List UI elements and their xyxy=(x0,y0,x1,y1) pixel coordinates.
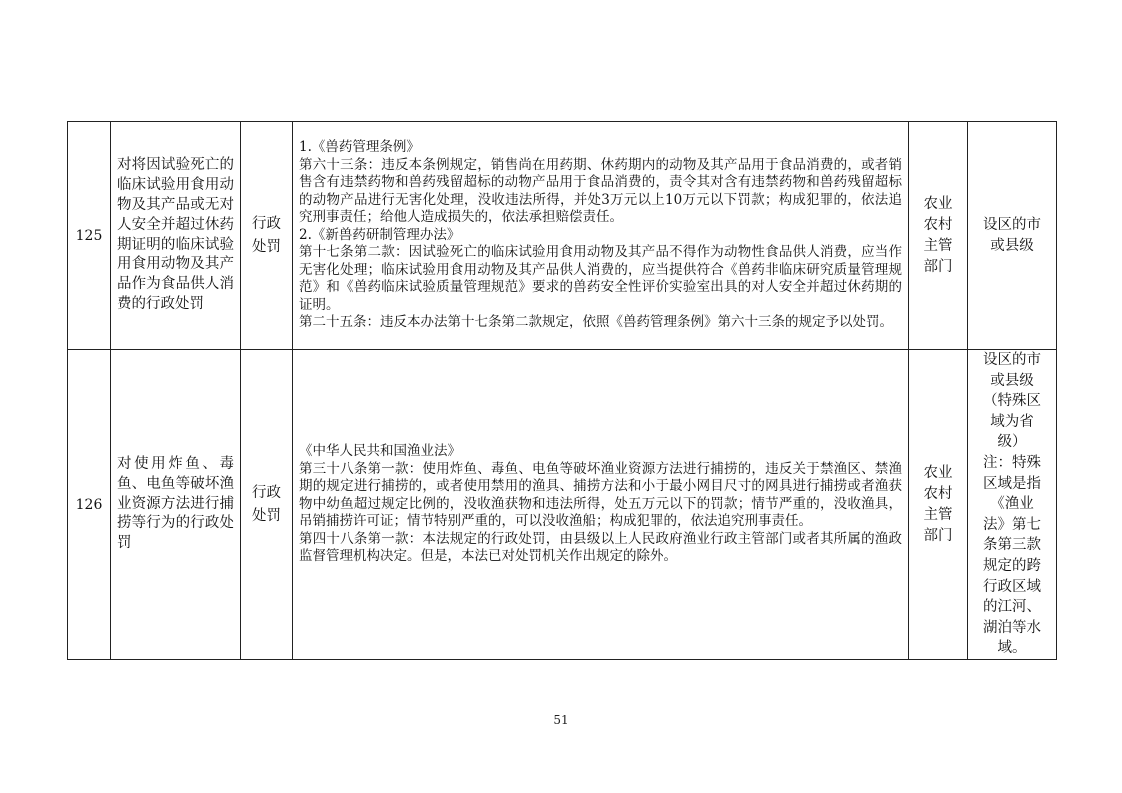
dept-line: 农业 xyxy=(923,464,953,481)
responsible-department xyxy=(909,122,968,350)
dept-line: 主管 xyxy=(923,506,953,523)
dept-line: 部门 xyxy=(923,258,953,275)
jurisdiction-level xyxy=(968,350,1057,660)
item-name: 对将因试验死亡的临床试验用食用动物及其产品或无对人安全并超过休药期证明的临床试验用食用动物及其产品作为食品供人消费的行政处罚 xyxy=(111,122,241,350)
level-line: 《渔业 xyxy=(990,496,1034,513)
item-type xyxy=(241,122,293,350)
basis-paragraph: 第六十三条：违反本条例规定，销售尚在用药期、休药期内的动物及其产品用于食品消费的，或者销售含有违禁药物和兽药残留超标的动物产品用于食品消费的，责令其对含有违禁药物和兽药残留超标的动物产品进行无害化处理，没收违法所得，并处3万元以上10万元以下罚款；构成犯罪的，依法追究刑事责任；给他人造成损失的，依法承担赔偿责任。 xyxy=(299,156,902,226)
legal-basis xyxy=(293,122,909,350)
item-number: 126 xyxy=(68,350,111,660)
dept-line: 农村 xyxy=(923,485,953,502)
basis-paragraph: 第四十八条第一款：本法规定的行政处罚，由县级以上人民政府渔业行政主管部门或者其所属的渔政监督管理机构决定。但是，本法已对处罚机关作出规定的除外。 xyxy=(299,530,902,565)
level-line: （特殊区 xyxy=(983,393,1041,410)
level-line: 域。 xyxy=(997,640,1027,657)
page-number: 51 xyxy=(553,713,569,727)
item-type-line: 处罚 xyxy=(252,238,281,255)
dept-line: 农村 xyxy=(923,216,953,233)
item-type-line: 处罚 xyxy=(252,507,281,524)
basis-paragraph: 《中华人民共和国渔业法》 xyxy=(299,443,461,460)
basis-paragraph: 第十七条第二款：因试验死亡的临床试验用食用动物及其产品不得作为动物性食品供人消费，应当作无害化处理；临床试验用食用动物及其产品供人消费的，应当提供符合《兽药非临床研究质量管理规范》和《兽药临床试验质量管理规范》要求的兽药安全性评价实验室出具的对人安全并超过休药期的证明。 xyxy=(299,244,902,313)
level-line: 条第三款 xyxy=(983,537,1041,554)
level-line: 或县级 xyxy=(990,237,1034,254)
level-line: 的江河、 xyxy=(983,599,1041,616)
item-number: 125 xyxy=(68,122,111,350)
dept-line: 农业 xyxy=(923,195,953,212)
table-row xyxy=(68,350,1057,660)
level-line: 注：特殊 xyxy=(983,455,1041,472)
level-line: 设区的市 xyxy=(983,216,1041,233)
legal-basis xyxy=(293,350,909,660)
item-type-line: 行政 xyxy=(252,215,281,232)
basis-paragraph: 第二十五条：违反本办法第十七条第二款规定，依照《兽药管理条例》第六十三条的规定予以处罚。 xyxy=(299,314,893,331)
level-line: 湖泊等水 xyxy=(983,619,1041,636)
dept-line: 主管 xyxy=(923,237,953,254)
level-line: 区域是指 xyxy=(983,475,1041,492)
basis-paragraph: 2.《新兽药研制管理办法》 xyxy=(299,226,461,243)
table-row xyxy=(68,122,1057,350)
regulation-table xyxy=(67,121,1057,660)
level-line: 行政区域 xyxy=(983,578,1041,595)
jurisdiction-level xyxy=(968,122,1057,350)
basis-paragraph: 1.《兽药管理条例》 xyxy=(299,139,420,156)
dept-line: 部门 xyxy=(923,527,953,544)
responsible-department xyxy=(909,350,968,660)
level-line: 设区的市 xyxy=(983,352,1041,369)
item-type-line: 行政 xyxy=(252,484,281,501)
level-line: 规定的跨 xyxy=(983,557,1041,574)
level-line: 级） xyxy=(997,434,1027,451)
item-name: 对使用炸鱼、毒鱼、电鱼等破坏渔业资源方法进行捕捞等行为的行政处罚 xyxy=(111,350,241,660)
basis-paragraph: 第三十八条第一款：使用炸鱼、毒鱼、电鱼等破坏渔业资源方法进行捕捞的，违反关于禁渔区、禁渔期的规定进行捕捞的，或者使用禁用的渔具、捕捞方法和小于最小网目尺寸的网具进行捕捞或者渔获物中幼鱼超过规定比例的，没收渔获物和违法所得，处五万元以下的罚款；情节严重的，没收渔具，吊销捕捞许可证；情节特别严重的，可以没收渔船；构成犯罪的，依法追究刑事责任。 xyxy=(299,460,902,530)
level-line: 或县级 xyxy=(990,372,1034,389)
level-line: 域为省 xyxy=(990,413,1034,430)
item-type xyxy=(241,350,293,660)
level-line: 法》第七 xyxy=(983,516,1041,533)
